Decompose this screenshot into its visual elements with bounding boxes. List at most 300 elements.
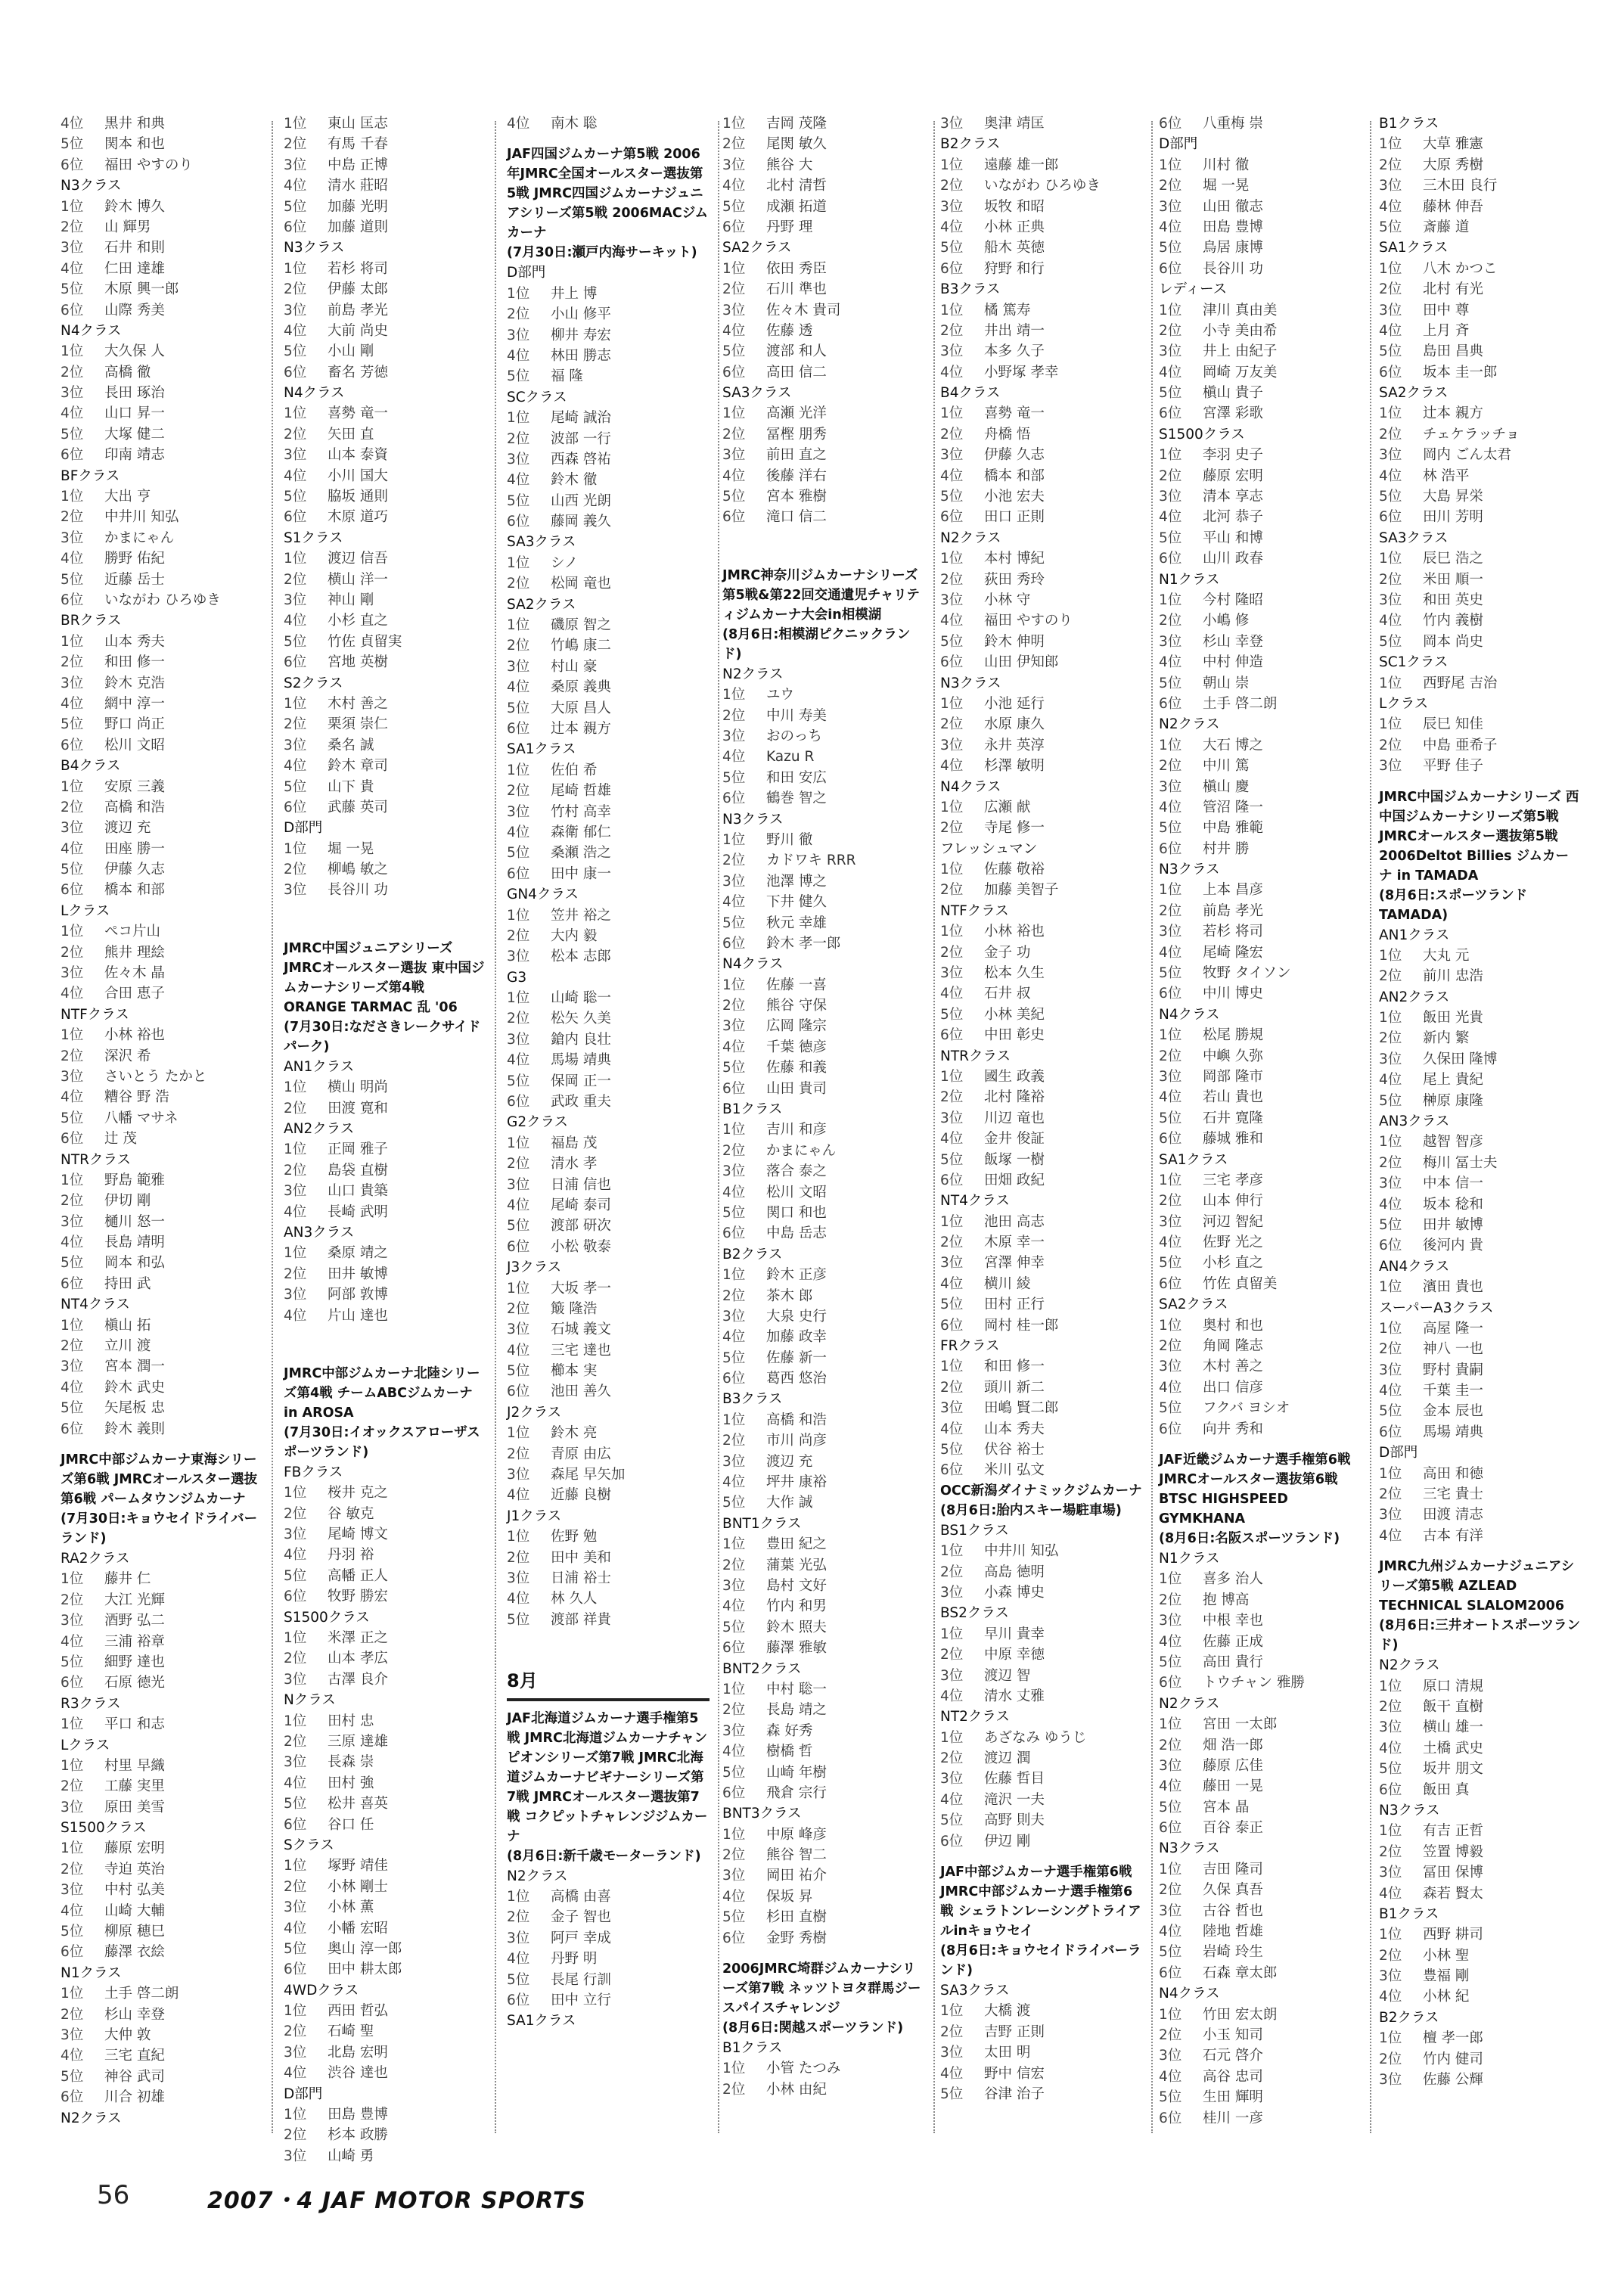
result-row <box>507 1299 710 1319</box>
result-row <box>940 1541 1143 1561</box>
driver-name: 百谷 泰正 <box>1203 1820 1263 1837</box>
result-position: 5位 <box>1379 219 1402 235</box>
driver-name: 丹野 明 <box>551 1951 598 1968</box>
driver-name: 大丸 元 <box>1423 947 1470 964</box>
result-position: 1位 <box>1159 592 1182 608</box>
driver-name: 小林 裕也 <box>104 1027 165 1044</box>
result-row <box>940 818 1143 838</box>
driver-name: ユウ <box>766 687 795 703</box>
spacer <box>1159 1440 1362 1450</box>
result-row <box>1379 1966 1582 1986</box>
driver-name: 河辺 智紀 <box>1203 1213 1263 1230</box>
result-row <box>722 1679 925 1700</box>
result-row <box>61 921 263 942</box>
result-position: 4位 <box>940 1421 964 1437</box>
driver-name: 出口 信彦 <box>1203 1379 1263 1396</box>
result-position: 4位 <box>507 1487 530 1504</box>
class-heading: BNT3クラス <box>722 1806 802 1822</box>
result-row <box>722 1887 925 1907</box>
driver-name: 高野 則夫 <box>984 1812 1045 1829</box>
driver-name: 関口 和也 <box>766 1204 827 1221</box>
result-position: 1位 <box>722 831 746 848</box>
result-row <box>1379 341 1582 362</box>
driver-name: 坂本 圭一郎 <box>1423 364 1498 380</box>
result-row <box>61 528 263 548</box>
driver-name: 寺尾 修一 <box>984 820 1045 837</box>
result-row <box>507 1444 710 1464</box>
result-row <box>1159 197 1362 217</box>
driver-name: 川辺 竜也 <box>984 1110 1045 1126</box>
result-row <box>940 1398 1143 1418</box>
result-position: 5位 <box>507 1218 530 1235</box>
result-position: 1位 <box>722 1681 746 1697</box>
result-row <box>940 403 1143 424</box>
driver-name: 新内 繁 <box>1423 1030 1470 1047</box>
driver-name: 本多 久子 <box>984 343 1045 360</box>
result-row <box>722 1327 925 1347</box>
result-row <box>284 134 486 154</box>
result-position: 1位 <box>61 778 84 795</box>
driver-name: 鈴木 孝一郎 <box>766 935 841 952</box>
result-row <box>1379 570 1582 590</box>
driver-name: 伊藤 久志 <box>104 862 165 878</box>
class-heading: SA1クラス <box>1379 240 1449 256</box>
result-position: 6位 <box>722 1930 746 1946</box>
result-position: 2位 <box>940 2023 964 2040</box>
driver-name: 宮本 潤一 <box>104 1359 165 1375</box>
result-row <box>1379 1884 1582 1904</box>
driver-name: 向井 秀和 <box>1203 1421 1263 1437</box>
driver-name: 久保 真吾 <box>1203 1882 1263 1899</box>
driver-name: 田座 勝一 <box>104 840 165 857</box>
driver-name: 樋川 怒一 <box>104 1213 165 1230</box>
driver-name: 渡部 祥貴 <box>551 1611 611 1628</box>
class-heading: 4WDクラス <box>284 1982 359 1999</box>
driver-name: 北村 清哲 <box>766 178 827 194</box>
result-row <box>61 1129 263 1149</box>
result-row <box>1379 1717 1582 1738</box>
result-row <box>61 507 263 527</box>
driver-name: 前川 忠浩 <box>1423 968 1483 985</box>
driver-name: 三宅 直紀 <box>104 2048 165 2064</box>
result-position: 2位 <box>61 799 84 815</box>
driver-name: 柳原 穂巳 <box>104 1924 165 1940</box>
result-row <box>1159 259 1362 279</box>
result-position: 1位 <box>284 840 307 857</box>
result-position: 3位 <box>1159 778 1182 795</box>
result-position: 1位 <box>722 977 746 993</box>
result-row <box>722 2079 925 2100</box>
result-position: 1位 <box>1379 405 1402 422</box>
result-row <box>722 913 925 933</box>
result-row <box>507 1092 710 1112</box>
result-position: 4位 <box>61 695 84 712</box>
driver-name: 藤井 仁 <box>104 1571 151 1588</box>
result-row <box>61 1797 263 1818</box>
driver-name: 網中 淳一 <box>104 695 165 712</box>
result-position: 2位 <box>722 136 746 153</box>
result-row <box>1159 383 1362 403</box>
driver-name: 大作 誠 <box>766 1495 813 1511</box>
result-row <box>940 1170 1143 1191</box>
result-position: 1位 <box>507 1529 530 1545</box>
result-row <box>284 1483 486 1503</box>
driver-name: 吉川 和彦 <box>766 1122 827 1138</box>
driver-name: 横山 洋一 <box>328 571 388 588</box>
driver-name: 佐藤 一喜 <box>766 977 827 993</box>
driver-name: 木原 幸一 <box>984 1235 1045 1251</box>
result-row <box>507 1195 710 1216</box>
result-position: 4位 <box>940 1688 964 1704</box>
result-row <box>722 507 925 527</box>
result-row <box>1159 341 1362 362</box>
result-row <box>61 300 263 321</box>
class-heading: N2クラス <box>940 530 1001 546</box>
class-heading: レディース <box>1159 281 1228 298</box>
result-row <box>507 719 710 739</box>
driver-name: いながわ ひろゆき <box>104 592 221 608</box>
result-row <box>284 756 486 776</box>
driver-name: 東山 匡志 <box>328 116 388 132</box>
driver-name: 井出 靖一 <box>984 322 1045 339</box>
result-row <box>1379 155 1582 175</box>
driver-name: 小林 正典 <box>984 219 1045 235</box>
result-position: 1位 <box>940 799 964 815</box>
driver-name: 石城 義文 <box>551 1322 611 1338</box>
result-row <box>1159 943 1362 963</box>
driver-name: 八幡 マサネ <box>104 1110 179 1126</box>
driver-name: 管沼 隆一 <box>1203 799 1263 815</box>
driver-name: 石川 準也 <box>766 281 827 298</box>
class-heading: SA3クラス <box>1379 530 1449 546</box>
driver-name: 小野塚 孝幸 <box>984 364 1059 380</box>
result-row <box>284 570 486 590</box>
driver-name: 米澤 正之 <box>328 1630 388 1647</box>
driver-name: 武藤 英司 <box>328 799 388 815</box>
driver-name: 三浦 裕章 <box>104 1633 165 1650</box>
result-position: 4位 <box>61 116 84 132</box>
result-row <box>61 1652 263 1672</box>
result-position: 4位 <box>61 551 84 567</box>
result-row <box>722 1576 925 1596</box>
result-row <box>722 1617 925 1638</box>
result-row <box>284 797 486 818</box>
driver-name: 尾崎 泰司 <box>551 1197 611 1213</box>
result-position: 3位 <box>1159 1213 1182 1230</box>
result-position: 3位 <box>507 451 530 467</box>
driver-name: 山本 秀夫 <box>104 633 165 650</box>
result-position: 1位 <box>722 405 746 422</box>
result-row <box>284 300 486 321</box>
result-row <box>61 1067 263 1087</box>
result-row <box>507 1548 710 1568</box>
result-position: 4位 <box>61 405 84 422</box>
driver-name: 有吉 正哲 <box>1423 1823 1483 1840</box>
driver-name: 山本 泰資 <box>328 447 388 464</box>
results-column-4 <box>722 113 925 2126</box>
result-row <box>1159 839 1362 859</box>
result-row <box>722 1721 925 1741</box>
result-row <box>284 859 486 880</box>
result-position: 6位 <box>722 1640 746 1657</box>
driver-name: 藤原 宏明 <box>1203 467 1263 484</box>
driver-name: 松岡 竜也 <box>551 576 611 592</box>
class-heading: N1クラス <box>1159 571 1220 588</box>
driver-name: 田中 耕太郎 <box>328 1961 402 1978</box>
driver-name: 飯田 光貴 <box>1423 1010 1483 1026</box>
result-row <box>722 259 925 279</box>
driver-name: 桂川 一彦 <box>1203 2110 1263 2126</box>
driver-name: 樹橋 哲 <box>766 1744 813 1760</box>
driver-name: 塚野 靖佳 <box>328 1858 388 1874</box>
result-row <box>284 1959 486 1980</box>
class-heading: N4クラス <box>722 956 784 973</box>
class-heading: N2クラス <box>1159 1695 1220 1712</box>
spacer <box>1379 777 1582 787</box>
result-position: 5位 <box>507 700 530 716</box>
result-position: 1位 <box>940 924 964 940</box>
driver-name: 若杉 将司 <box>1203 924 1263 940</box>
result-row <box>507 1381 710 1402</box>
result-position: 3位 <box>722 157 746 173</box>
driver-name: 勝野 佑紀 <box>104 551 165 567</box>
result-position: 2位 <box>1379 1341 1402 1358</box>
class-heading: N4クラス <box>1159 1986 1220 2002</box>
result-row <box>940 714 1143 735</box>
driver-name: 桑名 誠 <box>328 737 374 753</box>
result-position: 2位 <box>507 638 530 654</box>
driver-name: 阿部 敦博 <box>328 1287 388 1303</box>
result-row <box>1159 1232 1362 1253</box>
driver-name: 田嶋 賢二郎 <box>984 1400 1059 1417</box>
driver-name: 小林 裕也 <box>984 924 1045 940</box>
class-heading: N4クラス <box>61 322 122 339</box>
result-position: 4位 <box>722 1888 746 1905</box>
result-position: 2位 <box>61 1778 84 1795</box>
result-row <box>284 1545 486 1565</box>
result-position: 3位 <box>940 1667 964 1684</box>
result-row <box>940 1562 1143 1582</box>
result-row <box>1159 735 1362 756</box>
result-row <box>284 1566 486 1586</box>
result-position: 1位 <box>1379 1279 1402 1296</box>
result-row <box>1379 300 1582 321</box>
result-position: 6位 <box>61 737 84 753</box>
result-row <box>940 1624 1143 1645</box>
result-position: 3位 <box>507 949 530 965</box>
class-heading: NT2クラス <box>940 1709 1010 1725</box>
result-position: 3位 <box>1159 1902 1182 1919</box>
driver-name: 堀 一晃 <box>1203 178 1250 194</box>
result-position: 3位 <box>507 658 530 675</box>
driver-name: 野島 範雅 <box>104 1172 165 1188</box>
driver-name: 岡本 尚史 <box>1423 633 1483 650</box>
result-position: 4位 <box>940 2065 964 2082</box>
driver-name: 槇山 拓 <box>104 1317 151 1334</box>
driver-name: 池澤 博之 <box>766 873 827 890</box>
driver-name: 小山 修平 <box>551 306 611 323</box>
driver-name: 山崎 年樹 <box>766 1764 827 1781</box>
result-position: 3位 <box>1159 343 1182 360</box>
result-row <box>61 1921 263 1942</box>
class-heading: S1クラス <box>284 530 343 546</box>
result-position: 6位 <box>1159 1275 1182 1292</box>
driver-name: 鈴木 武史 <box>104 1379 165 1396</box>
result-row <box>61 963 263 983</box>
result-position: 4位 <box>507 1342 530 1359</box>
result-row <box>1379 1028 1582 1048</box>
result-row <box>507 1949 710 1969</box>
result-row <box>1379 1780 1582 1800</box>
driver-name: 田中 立行 <box>551 1992 611 2008</box>
result-position: 4位 <box>61 1235 84 1251</box>
result-position: 5位 <box>1159 1110 1182 1126</box>
class-heading: B1クラス <box>1379 116 1439 132</box>
result-position: 4位 <box>61 1379 84 1396</box>
spacer <box>507 1630 710 1668</box>
driver-name: 近藤 岳士 <box>104 571 165 588</box>
driver-name: 小玉 知司 <box>1203 2027 1263 2043</box>
driver-name: 山崎 大輔 <box>104 1902 165 1919</box>
result-position: 1位 <box>284 2003 307 2020</box>
result-position: 2位 <box>940 426 964 443</box>
result-row <box>1159 777 1362 797</box>
result-position: 5位 <box>1379 1092 1402 1109</box>
result-row <box>1159 1315 1362 1336</box>
driver-name: 永井 英淳 <box>984 737 1045 753</box>
class-heading: SA1クラス <box>507 741 576 758</box>
result-row <box>507 1340 710 1361</box>
result-position: 6位 <box>61 1421 84 1437</box>
result-position: 2位 <box>1379 426 1402 443</box>
driver-name: 米川 弘文 <box>984 1462 1045 1479</box>
result-position: 6位 <box>722 219 746 235</box>
driver-name: 小林 聖 <box>1423 1947 1470 1964</box>
result-position: 5位 <box>940 489 964 505</box>
result-position: 5位 <box>1159 1799 1182 1815</box>
class-heading: N4クラス <box>1159 1006 1220 1023</box>
driver-name: 渡辺 充 <box>104 820 151 837</box>
driver-name: 加藤 美智子 <box>984 882 1059 899</box>
result-row <box>507 1278 710 1299</box>
result-row <box>1379 486 1582 507</box>
result-row <box>722 1016 925 1036</box>
result-position: 5位 <box>507 492 530 509</box>
class-heading: D部門 <box>507 265 546 281</box>
result-position: 5位 <box>940 633 964 650</box>
driver-name: 中島 亜希子 <box>1423 737 1498 753</box>
result-position: 6位 <box>507 514 530 530</box>
driver-name: 喜多 治人 <box>1203 1571 1263 1588</box>
result-position: 1位 <box>1379 551 1402 567</box>
result-position: 6位 <box>722 1225 746 1242</box>
result-row <box>284 777 486 797</box>
result-row <box>940 155 1143 175</box>
result-row <box>61 880 263 900</box>
driver-name: 高田 信二 <box>766 364 827 380</box>
driver-name: 竹内 健司 <box>1423 2051 1483 2067</box>
result-row <box>1379 1422 1582 1443</box>
result-position: 4位 <box>940 1275 964 1292</box>
result-position: 5位 <box>722 489 746 505</box>
result-position: 1位 <box>1159 1571 1182 1588</box>
result-position: 5位 <box>940 1442 964 1458</box>
result-position: 2位 <box>722 853 746 869</box>
result-row <box>1379 134 1582 154</box>
driver-name: 柳嶋 敏之 <box>328 862 388 878</box>
driver-name: 馬場 靖典 <box>1423 1424 1483 1440</box>
result-position: 4位 <box>1159 364 1182 380</box>
result-row <box>940 632 1143 652</box>
class-heading: Lクラス <box>61 902 110 919</box>
driver-name: 山崎 勇 <box>328 2148 374 2164</box>
driver-name: 栗須 崇仁 <box>328 716 388 733</box>
driver-name: かまにゃん <box>766 1142 837 1159</box>
result-position: 4位 <box>284 1920 307 1936</box>
result-row <box>722 1141 925 1161</box>
driver-name: 長田 琢治 <box>104 385 165 402</box>
result-row <box>940 756 1143 776</box>
result-row <box>1379 1505 1582 1525</box>
result-position: 3位 <box>1159 924 1182 940</box>
result-position: 2位 <box>1379 1699 1402 1715</box>
driver-name: 石井 叔 <box>984 986 1031 1002</box>
class-heading: S1500クラス <box>1159 426 1245 443</box>
result-position: 5位 <box>940 1151 964 1168</box>
result-position: 6位 <box>1379 1781 1402 1798</box>
driver-name: 中村 弘美 <box>104 1882 165 1899</box>
result-position: 6位 <box>940 654 964 671</box>
result-position: 1位 <box>61 1986 84 2002</box>
class-heading: B1クラス <box>722 1101 783 1118</box>
driver-name: 熊谷 守保 <box>766 998 827 1014</box>
driver-name: 石元 啓介 <box>1203 2048 1263 2064</box>
result-row <box>507 822 710 843</box>
result-position: 2位 <box>722 1433 746 1449</box>
result-row <box>722 1182 925 1203</box>
result-row <box>284 610 486 631</box>
driver-name: 谷口 任 <box>328 1816 374 1833</box>
driver-name: 笠置 博毅 <box>1423 1843 1483 1860</box>
result-position: 3位 <box>507 1031 530 1048</box>
driver-name: 佐伯 希 <box>551 762 598 778</box>
result-position: 4位 <box>284 467 307 484</box>
driver-name: 前田 直之 <box>766 447 827 464</box>
result-position: 4位 <box>940 467 964 484</box>
result-row <box>940 1440 1143 1460</box>
result-position: 2位 <box>1159 902 1182 919</box>
result-row <box>284 714 486 735</box>
result-row <box>284 1202 486 1222</box>
result-row <box>940 1108 1143 1129</box>
driver-name: 金野 秀樹 <box>766 1930 827 1946</box>
result-position: 1位 <box>1159 737 1182 753</box>
result-position: 5位 <box>1159 1944 1182 1961</box>
result-position: 3位 <box>1159 2048 1182 2064</box>
class-heading: N2クラス <box>61 2110 122 2126</box>
driver-name: 高橋 徹 <box>104 364 151 380</box>
driver-name: 三木田 良行 <box>1423 178 1498 194</box>
result-position: 3位 <box>1379 1968 1402 1985</box>
result-position: 3位 <box>284 302 307 318</box>
driver-name: 佐々木 貴司 <box>766 302 841 318</box>
result-row <box>507 1050 710 1070</box>
driver-name: 北村 隆裕 <box>984 1089 1045 1106</box>
driver-name: 長尾 行訓 <box>551 1971 611 1988</box>
result-row <box>722 1928 925 1949</box>
result-row <box>1379 1194 1582 1215</box>
driver-name: 渡辺 潤 <box>984 1750 1031 1767</box>
